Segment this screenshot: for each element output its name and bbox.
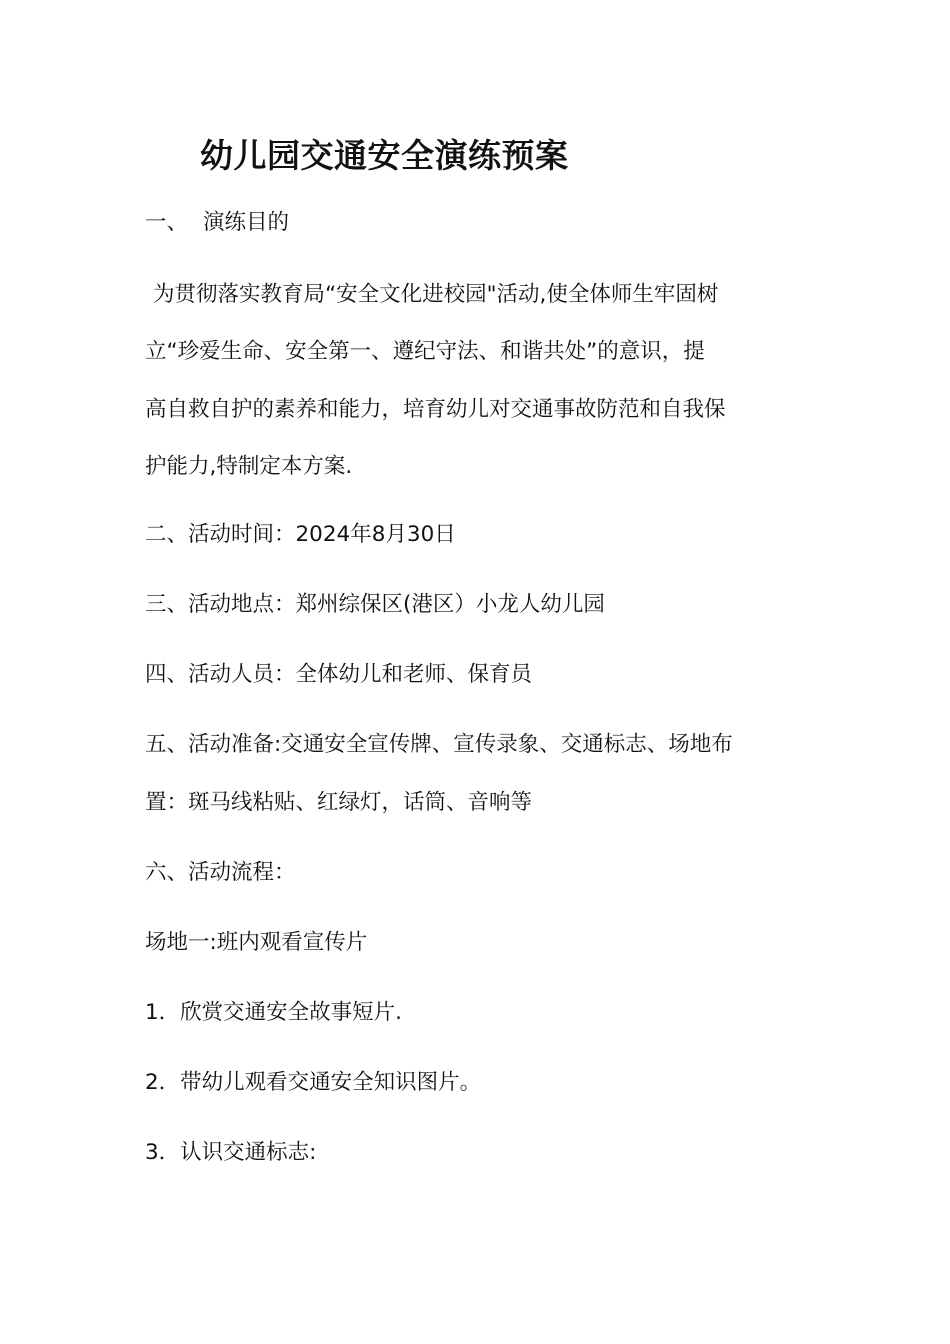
paragraph-line: 为贯彻落实教育局“安全文化进校园"活动,使全体师生牢固树: [153, 282, 719, 307]
document-title: 幼儿园交通安全演练预案: [200, 136, 569, 175]
section-number: 一、: [145, 210, 189, 235]
activity-process: 六、活动流程：: [145, 860, 296, 885]
section-heading-text: 演练目的: [203, 210, 290, 235]
activity-preparation-line: 五、活动准备:交通安全宣传牌、宣传录象、交通标志、场地布: [145, 732, 733, 757]
section-heading-purpose: [145, 209, 289, 237]
activity-people: 四、活动人员：全体幼儿和老师、保育员: [145, 662, 533, 687]
list-item: 2．带幼儿观看交通安全知识图片。: [145, 1070, 482, 1095]
list-item: 1．欣赏交通安全故事短片.: [145, 1000, 403, 1025]
activity-preparation-line: 置：斑马线粘贴、红绿灯，话筒、音响等: [145, 790, 533, 815]
activity-time: 二、活动时间：2024年8月30日: [145, 522, 456, 547]
activity-place: 三、活动地点：郑州综保区(港区）小龙人幼儿园: [145, 592, 605, 617]
paragraph-line: 高自救自护的素养和能力，培育幼儿对交通事故防范和自我保: [145, 397, 726, 422]
paragraph-line: 立“珍爱生命、安全第一、遵纪守法、和谐共处”的意识，提: [145, 339, 705, 364]
paragraph-line: 护能力,特制定本方案.: [145, 454, 353, 479]
list-item: 3．认识交通标志:: [145, 1140, 317, 1165]
venue-one: 场地一:班内观看宣传片: [145, 930, 368, 955]
